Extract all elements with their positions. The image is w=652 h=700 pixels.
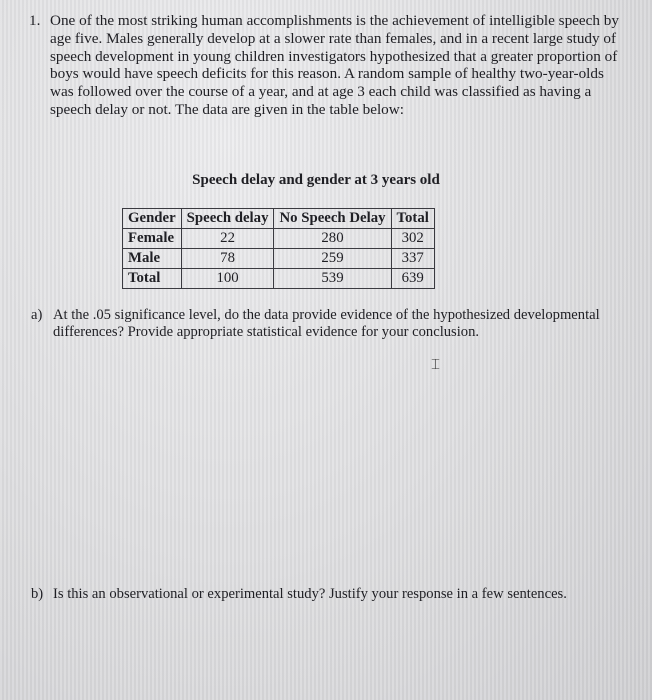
part-a <box>31 307 611 341</box>
part-a-text: At the .05 significance level, do the data provide evidence of the hypothesized developmental differences? Provide appropriate statistical evidence for your conclusion. <box>53 307 600 340</box>
header-no-speech-delay: No Speech Delay <box>274 209 391 229</box>
cell-speech-delay: 100 <box>181 269 274 289</box>
table-header-row <box>123 209 435 229</box>
table-row <box>123 249 435 269</box>
question-1 <box>29 12 629 119</box>
cell-no-speech-delay: 539 <box>274 269 391 289</box>
text-cursor-icon: ⌶ <box>431 355 441 373</box>
question-1-text: One of the most striking human accomplishments is the achievement of intelligible speech by age five. Males generally develop at a slower rate than females, and in a recent large study of speech development in young children investigators hypothesized that a greater proportion of boys would have speech deficits for this reason. A random sample of healthy two-year-olds was followed over the course of a year, and at age 3 each child was classified as having a speech delay or not. The data are given in the table below: <box>50 12 619 118</box>
cell-no-speech-delay: 259 <box>274 249 391 269</box>
cell-total: 639 <box>391 269 434 289</box>
part-a-label: a) <box>31 307 43 323</box>
part-b <box>31 586 611 603</box>
part-b-label: b) <box>31 586 44 602</box>
header-speech-delay: Speech delay <box>181 209 274 229</box>
header-total: Total <box>391 209 434 229</box>
table-row <box>123 269 435 289</box>
row-label: Male <box>123 249 182 269</box>
row-label: Female <box>123 229 182 249</box>
table-row <box>123 229 435 249</box>
cell-total: 302 <box>391 229 434 249</box>
question-number: 1. <box>29 12 41 29</box>
table-caption: Speech delay and gender at 3 years old <box>192 172 440 188</box>
cell-speech-delay: 78 <box>181 249 274 269</box>
row-label: Total <box>123 269 182 289</box>
part-b-text: Is this an observational or experimental study? Justify your response in a few sentences. <box>53 586 567 602</box>
speech-delay-table <box>122 208 435 289</box>
header-gender: Gender <box>123 209 182 229</box>
cell-total: 337 <box>391 249 434 269</box>
cell-speech-delay: 22 <box>181 229 274 249</box>
cell-no-speech-delay: 280 <box>274 229 391 249</box>
